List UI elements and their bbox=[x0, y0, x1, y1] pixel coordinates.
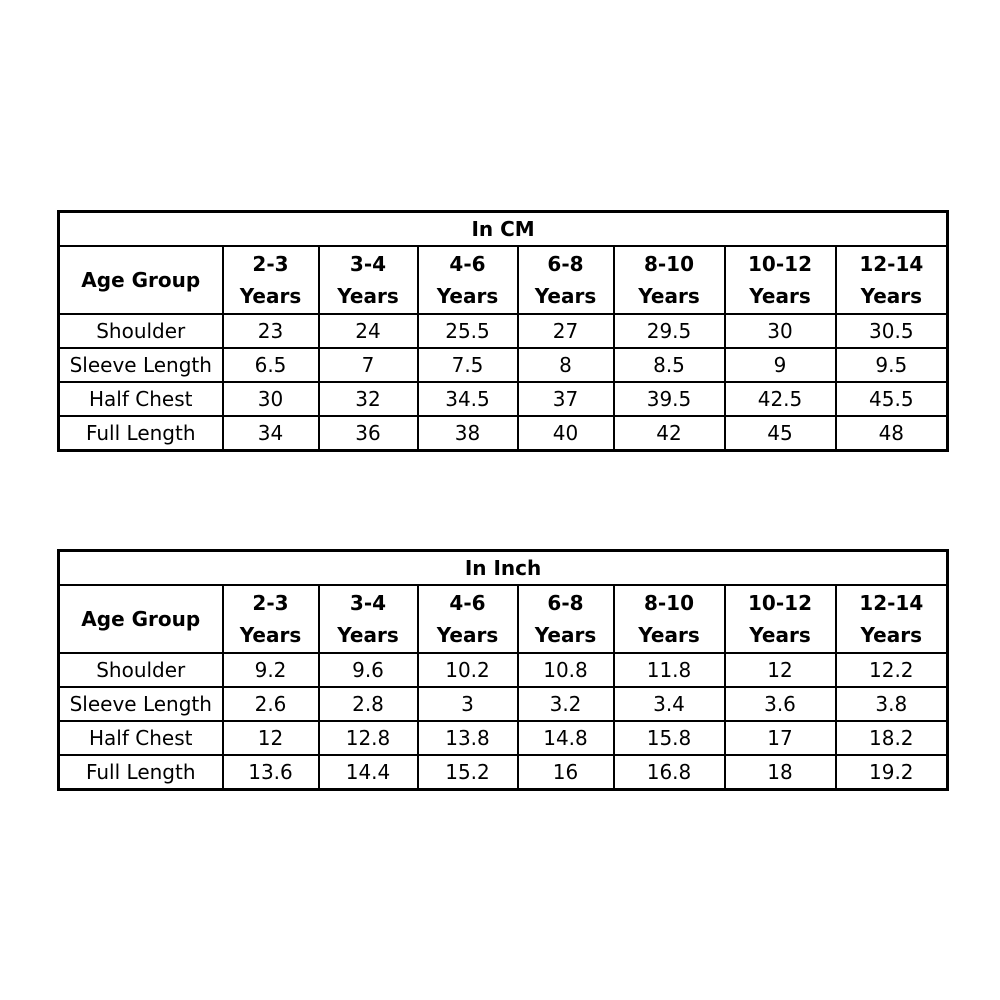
table-cell: 48 bbox=[836, 416, 948, 451]
table-cell: 25.5 bbox=[418, 314, 518, 348]
age-range: 3-4 bbox=[349, 252, 387, 276]
age-unit: Years bbox=[860, 623, 923, 647]
table-cell: 13.6 bbox=[223, 755, 319, 790]
table-cell: 10.8 bbox=[518, 653, 614, 687]
table-cell: 23 bbox=[223, 314, 319, 348]
age-unit: Years bbox=[436, 623, 499, 647]
table-title: In Inch bbox=[59, 551, 948, 586]
table-cell: 36 bbox=[319, 416, 418, 451]
table-cell: 42 bbox=[614, 416, 725, 451]
table-title: In CM bbox=[59, 212, 948, 247]
table-cell: 37 bbox=[518, 382, 614, 416]
age-unit: Years bbox=[239, 623, 302, 647]
table-cell: 38 bbox=[418, 416, 518, 451]
table-cell: 11.8 bbox=[614, 653, 725, 687]
table-cell: 12.2 bbox=[836, 653, 948, 687]
table-cell: 32 bbox=[319, 382, 418, 416]
table-cell: 34 bbox=[223, 416, 319, 451]
age-range: 6-8 bbox=[547, 252, 584, 276]
table-cell: 30 bbox=[725, 314, 836, 348]
row-label: Shoulder bbox=[59, 653, 223, 687]
column-header bbox=[319, 585, 418, 653]
age-range: 2-3 bbox=[252, 252, 289, 276]
table-cell: 12 bbox=[725, 653, 836, 687]
table-cell: 30 bbox=[223, 382, 319, 416]
age-range: 4-6 bbox=[449, 591, 486, 615]
column-header bbox=[319, 246, 418, 314]
table-cell: 40 bbox=[518, 416, 614, 451]
column-header bbox=[518, 585, 614, 653]
row-label: Full Length bbox=[59, 755, 223, 790]
table-cell: 3.4 bbox=[614, 687, 725, 721]
age-range: 6-8 bbox=[547, 591, 584, 615]
row-label: Shoulder bbox=[59, 314, 223, 348]
table-cell: 2.6 bbox=[223, 687, 319, 721]
table-cell: 15.8 bbox=[614, 721, 725, 755]
table-row bbox=[59, 755, 948, 790]
column-header bbox=[614, 585, 725, 653]
table-cell: 7 bbox=[319, 348, 418, 382]
table-cell: 14.8 bbox=[518, 721, 614, 755]
table-cell: 27 bbox=[518, 314, 614, 348]
table-cell: 18.2 bbox=[836, 721, 948, 755]
table-row bbox=[59, 348, 948, 382]
age-range: 3-4 bbox=[349, 591, 387, 615]
size-chart-cm-table bbox=[57, 210, 949, 452]
age-range: 10-12 bbox=[748, 252, 812, 276]
table-cell: 24 bbox=[319, 314, 418, 348]
column-header bbox=[836, 246, 948, 314]
table-cell: 3.8 bbox=[836, 687, 948, 721]
table-cell: 16.8 bbox=[614, 755, 725, 790]
table-cell: 42.5 bbox=[725, 382, 836, 416]
age-unit: Years bbox=[638, 284, 700, 308]
table-cell: 14.4 bbox=[319, 755, 418, 790]
table-cell: 39.5 bbox=[614, 382, 725, 416]
age-unit: Years bbox=[534, 284, 597, 308]
column-header bbox=[518, 246, 614, 314]
age-unit: Years bbox=[749, 284, 811, 308]
table-cell: 6.5 bbox=[223, 348, 319, 382]
table-row bbox=[59, 721, 948, 755]
table-row bbox=[59, 416, 948, 451]
row-label: Full Length bbox=[59, 416, 223, 451]
table-cell: 18 bbox=[725, 755, 836, 790]
table-cell: 3.6 bbox=[725, 687, 836, 721]
size-chart-inch-table bbox=[57, 549, 949, 791]
age-range: 10-12 bbox=[748, 591, 812, 615]
column-header bbox=[223, 246, 319, 314]
row-label: Sleeve Length bbox=[59, 348, 223, 382]
table-cell: 29.5 bbox=[614, 314, 725, 348]
age-unit: Years bbox=[534, 623, 597, 647]
column-header bbox=[418, 246, 518, 314]
table-cell: 19.2 bbox=[836, 755, 948, 790]
table-cell: 34.5 bbox=[418, 382, 518, 416]
age-range: 4-6 bbox=[449, 252, 486, 276]
table-cell: 9 bbox=[725, 348, 836, 382]
age-group-header: Age Group bbox=[59, 246, 223, 314]
table-cell: 16 bbox=[518, 755, 614, 790]
column-header bbox=[614, 246, 725, 314]
table-row bbox=[59, 314, 948, 348]
table-cell: 17 bbox=[725, 721, 836, 755]
age-unit: Years bbox=[337, 623, 399, 647]
age-range: 12-14 bbox=[859, 591, 924, 615]
table-row bbox=[59, 653, 948, 687]
age-unit: Years bbox=[860, 284, 923, 308]
table-cell: 7.5 bbox=[418, 348, 518, 382]
age-range: 12-14 bbox=[859, 252, 924, 276]
table-row bbox=[59, 687, 948, 721]
table-cell: 13.8 bbox=[418, 721, 518, 755]
age-group-header: Age Group bbox=[59, 585, 223, 653]
table-cell: 30.5 bbox=[836, 314, 948, 348]
table-cell: 9.5 bbox=[836, 348, 948, 382]
age-unit: Years bbox=[749, 623, 811, 647]
table-cell: 10.2 bbox=[418, 653, 518, 687]
age-unit: Years bbox=[436, 284, 499, 308]
table-row bbox=[59, 382, 948, 416]
table-cell: 12.8 bbox=[319, 721, 418, 755]
age-range: 8-10 bbox=[643, 252, 695, 276]
table-cell: 45.5 bbox=[836, 382, 948, 416]
column-header bbox=[836, 585, 948, 653]
table-cell: 8 bbox=[518, 348, 614, 382]
row-label: Half Chest bbox=[59, 721, 223, 755]
age-unit: Years bbox=[337, 284, 399, 308]
table-cell: 15.2 bbox=[418, 755, 518, 790]
table-cell: 2.8 bbox=[319, 687, 418, 721]
table-cell: 9.6 bbox=[319, 653, 418, 687]
table-cell: 45 bbox=[725, 416, 836, 451]
column-header bbox=[725, 246, 836, 314]
table-cell: 3 bbox=[418, 687, 518, 721]
age-range: 2-3 bbox=[252, 591, 289, 615]
column-header bbox=[418, 585, 518, 653]
table-cell: 9.2 bbox=[223, 653, 319, 687]
table-cell: 3.2 bbox=[518, 687, 614, 721]
column-header bbox=[223, 585, 319, 653]
table-cell: 12 bbox=[223, 721, 319, 755]
age-range: 8-10 bbox=[643, 591, 695, 615]
row-label: Half Chest bbox=[59, 382, 223, 416]
table-cell: 8.5 bbox=[614, 348, 725, 382]
column-header bbox=[725, 585, 836, 653]
age-unit: Years bbox=[638, 623, 700, 647]
age-unit: Years bbox=[239, 284, 302, 308]
row-label: Sleeve Length bbox=[59, 687, 223, 721]
